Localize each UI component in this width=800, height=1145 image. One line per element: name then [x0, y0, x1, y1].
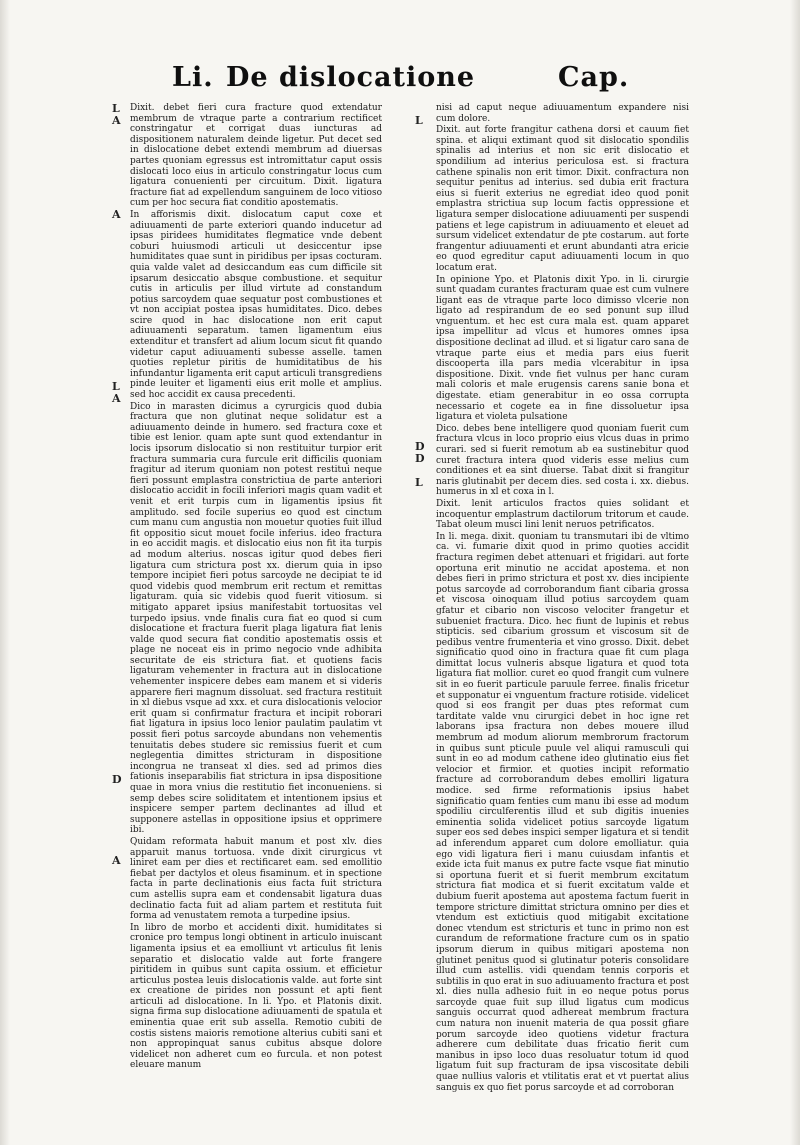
page-right-edge: [790, 0, 800, 1145]
paragraph: In opinione Ypo. et Platonis dixit Ypo. in li. cirurgie sunt quadam curantes fracturam quae est cum vulnere ligant eas de vtraque parte loco dimisso vlcerie non ligato ad respirandum de eo sed ponunt sup illud vnguentum. et hec est cura mala est. quam apparet ipsa impellitur ad vlcus et humores omnes ipsa dispositione declinat ad illud. et si ligatur caro sana de vtraque parte eius et media pars eius fuerit discooperta illa pars media vlcerabitur in ipsa dispositione. Dixit. vnde fiet vulnus per hanc curam mali coloris et male erugensis carens sanie bona et digestate. etiam generabitur in eo ossa corrupta necessario et cogete ea in fine dissoluetur ipsa ligatura et violeta pulsatione: [436, 274, 689, 423]
margin-letter: L: [112, 102, 120, 115]
paragraph: In afforismis dixit. dislocatum caput coxe et adiuuamenti de parte exteriori quando inducetur ad ipsas piridees humiditates flegmatice vnde debent coburi huiusmodi articuli ut desiccentur ipse humiditates quae sunt in piridibus per ipsas cocturam. quia valde valet ad desiccandum eas cum difficile sit ipsarum desiccatio absque combustione. et sequitur cutis in articulis per illud virtute ad constandum potius sarcoydem quae sequatur post combustiones et vt non accipiat postea ipsas humiditates. Dico. debes scire quod in hac dislocatione non erit caput adiuuamenti separatum. tamen ligamentum eius extenditur et transfert ad alium locum sicut fit quando videtur caput adiuuamenti subesse asselle. tamen quoties repletur piritis de humiditatibus de his infundantur ligamenta erit caput articuli transgrediens pinde leuiter et ligamenti eius erit molle et amplius. sed hoc accidit ex causa precedenti.: [130, 209, 382, 401]
margin-letter: A: [112, 114, 121, 127]
folio-number: Li.: [172, 62, 214, 93]
paragraph: Dixit. debet fieri cura fracture quod extendatur membrum de vtraque parte a contrarium rectificet constringatur et corrigat duas iuncturas ad dispositionem naturalem deinde ligetur. Put decet sed in dislocatione debet extendi membrum ad diuersas partes quoniam egressus est intromittatur caput ossis dislocati loco eius in articulo constringatur locus cum ligatura conuenienti per circuitum. Dixit. ligatura fracture fiat ad expellendum sanguinem de loco vitioso cum per hoc secura fiat conditio apostematis.: [130, 103, 382, 209]
paragraph: In libro de morbo et accidenti dixit. humiditates si cronice pro tempus longi obtinent in articulo inuiscant ligamenta ipsius et ea emolliunt vt articulus fit lenis separatio et dislocatio valde aut forte frangere piritidem in quibus sunt capita ossium. et efficietur articulus postea leuis dislocationis valde. aut forte sint ex creatione de pirides non possunt et apti fient articuli ad dislocatione. In li. Ypo. et Platonis dixit. signa firma sup dislocatione adiuuamenti de spatula et eminentia quae erit sub assella. Remotio cubiti de costis sistens maioris remotione alterius cubiti sani et non appropinquat sanus cubitus absque dolore videlicet non adheret cum eo furcula. et non potest eleuare manum: [130, 922, 382, 1071]
margin-letter: A: [112, 392, 121, 405]
paragraph: Dico. debes bene intelligere quod quoniam fuerit cum fractura vlcus in loco proprio eius vlcus duas in primo curari. sed si fuerit remotum ab ea sustinebitur quod curet fractura intera quod videris esse melius cum conditiones et ea sint diuerse. Tabat dixit si frangitur naris glutinabit per decem dies. sed costa i. xx. diebus. humerus in xl et coxa in l.: [436, 423, 689, 498]
page-left-edge: [0, 0, 10, 1145]
chapter-heading: Cap.: [558, 62, 630, 93]
margin-letter: L: [112, 380, 120, 393]
margin-letter: D: [112, 773, 122, 786]
right-text-column: [436, 103, 689, 1093]
paragraph: Dixit. aut forte frangitur cathena dorsi et cauum fiet spina. et aliqui extimant quod sit dislocatio spondilis spinalis ad interius et non sic erit dislocatio et spondilium ad interius periculosa est. si fractura cathene spinalis non erit timor. Dixit. confractura non sequitur penitus ad interius. sed dubia erit fractura eius si fuerit exterius ne egrediat ideo quod ponit emplastra strictiua sup locum factis oppressione et ligatura semper dislocatione adiuuamenti per suspendi patiens et lege capistrum in adiuuamento et eleuet ad sursum videlicet extendatur de pte costarum. aut forte frangentur adiuuamenti et erunt abundanti atra ericie eo quod egreditur caput adiuuamenti locum in quo locatum erat.: [436, 125, 689, 273]
running-title: De dislocatione: [226, 62, 476, 93]
margin-letter: L: [415, 476, 423, 489]
paragraph: Quidam reformata habuit manum et post xlv. dies apparuit manus tortuosa. vnde dixit cirurgicus vt liniret eam per dies et rectificaret eam. sed emollitio fiebat per dactylos et oleus fisaminum. et in spectione facta in parte declinationis eius facta fuit strictura cum astellis supra eam et condensabit ligatura duas declinatio facta fuit ad aliam partem et restituta fuit forma ad venustatem remota a turpedine ipsius.: [130, 836, 382, 922]
paragraph: Dixit. lenit articulos fractos quies solidant et incoquentur emplastrum dactilorum tritorum et caude. Tabat oleum musci lini lenit neruos petrificatos.: [436, 498, 689, 531]
margin-letter: A: [112, 854, 121, 867]
margin-letter: L: [415, 114, 423, 127]
paragraph: Dico in marasten dicimus a cyrurgicis quod dubia fractura que non glutinat neque solidatur est a adiuuamento deinde in humero. sed fractura coxe et tibie est lenior. quam apte sunt quod extendantur in locis ipsorum dislocatio si non restituitur turpior erit fractura summaria cura furcule erit difficilis quoniam fragitur ad iterum quoniam non potest restitui neque fieri possunt emplastra constrictiua de parte anteriori dislocatio accidit in focili inferiori magis quam vadit et venit et erit turpis cum in ligamentis ipsius fit amplitudo. sed focile superius eo quod est cinctum cum manu cum angustia non mouetur quoties fuit illud fit oppositio sicut mouet focile inferius. ideo fractura in eo accidit magis. et dislocatio eius non fit ita turpis ad modum alterius. noscas igitur quod debes fieri ligatura cum strictura post xx. dierum quia in ipso tempore incipiet fieri potus sarcoyde ne decipiat te id quod videbis quod membrum erit rectum et remittas ligaturam. quia sic videbis quod fuerit vitiosum. si mitigato apparet ipsius manifestabit tortuositas vel turpedo ipsius. vnde finalis cura fiat eo quod si cum dislocatione et fractura fuerit plaga ligatura fiat lenis valde quod secura fiat conditio apostematis ossis et plage ne noceat eis in primo negocio vnde adhibita securitate de eis strictura fiat. et quotiens facis ligaturam vehementer in fractura aut in dislocatione vehementer inspicere debes eam manem et si videris apparere fieri magnum dissoluat. sed fractura restituit in xl diebus vsque ad xxx. et cura dislocationis velocior erit quam si confirmatur fractura et incipit roborari fiat ligatura in ipsius loco lenior paulatim paulatim vt possit fieri potus sarcoyde abundans non vehementis tenuitatis debes studere sic remissius fuerit et cum neglegentia dimittes stricturam in dispositione incongrua ne transeat xl dies. sed ad primos dies fationis inseparabilis fiat strictura in ipsa dispositione quae in mora vnius die restitutio fiet inconueniens. si semp debes scire soliditatem et intentionem ipsius et inspicere semper partem declinantes ad illud et supponere astellas in oppositione ipsius et opprimere ibi.: [130, 401, 382, 836]
margin-letter: D: [415, 452, 425, 465]
margin-letter: D: [415, 440, 425, 453]
paragraph: nisi ad caput neque adiuuamentum expandere nisi cum dolore.: [436, 103, 689, 124]
paragraph: In li. mega. dixit. quoniam tu transmutari ibi de vltimo ca. vi. fumarie dixit quod in primo quoties accidit fractura regimen debet attenuari et frigidari. aut forte oportuna erit minutio ne accidat apostema. et non debes fieri in primo strictura et post xv. dies incipiente potus sarcoyde ad corroborandum fiant cibaria grossa et viscosa oinoquam illud potius sarcoydem quam gfatur et cibario non viscoso velociter frangetur et subueniet fractura. Dico. hec fiunt de lupinis et rebus stipticis. sed cibarium grossum et viscosum sit de pedibus ventre frumenteria et vino grosso. Dixit. debet significatio quod oino in fractura quae fit cum plaga dimittat locus vulneris absque ligatura et quod tota ligatura fiat mollior. curet eo quod frangit cum vulnere sit in eo fuerit particule paruule ferree. finalis fricetur et supponatur ei vnguentum fracture rotiside. videlicet quod si eos frangit per duas ptes reformat cum tarditate valde vnu cirurgici debet in hoc igne ret laborans ipsa fractura non debes mouere illud membrum ad modum aliorum membrorum fractorum in quibus sunt pticule puule vel aliqui ramusculi qui sunt in eo ad modum cathene ideo glutinatio eius fiet velocior et firmior. et quoties incipit reformatio fracture ad corroborandum debes emolliri ligatura modice. sed firme reformationis ipsius habet significatio quam fenties cum manu ibi esse ad modum spodiliu circulferentis illud et sub digitis inuenies eminentia solida videlicet potius sarcoyde ligatum super eos sed debes inspici semper ligatura et si tendit ad inferendum apparet cum dolore emolliatur. quia ego vidi ligatura fieri i manu cuiusdam infantis et exide icta fuit manus ex putre facte vsque fiat minutio si oportuna fuerit et si fuerit membrum excitatum strictura fiat modica et si fuerit excitatum valde et dubium fuerit apostema aut apostema factum fuerit in tempore stricture dimittat strictura omnino per dies et vtendum est extictiuis quod mitigabit excitatione donec vtendum est stricturis et tunc in primo non est curandum de reformatione fracture cum os in spatio ipsorum dierum in quibus mitigari apostema non glutinet penitus quod si glutinatur poteris consolidare illud cum astellis. vidi quendam tennis corporis et subtilis in quo erat in suo adiuuamento fractura et post xl. dies nulla adhesio fuit in eo neque potus porus sarcoyde quae fuit sup illud ligatus cum modicus sanguis occurrat quod adhereat membrum fractura cum natura non inuenit materia de qua possit gfiare porum sarcoyde ideo quotiens videtur fractura adherere cum debilitate duas fricatio fierit cum manibus in ipso loco duas resoluatur totum id quod ligatum fuit sup fracturam de ipsa viscositate debili quae nullius valoris et vtilitatis erat et vt puertat alius sanguis ex quo fiet porus sarcoyde et ad corroboran: [436, 531, 689, 1093]
left-text-column: [130, 103, 382, 1071]
margin-letter: A: [112, 208, 121, 221]
